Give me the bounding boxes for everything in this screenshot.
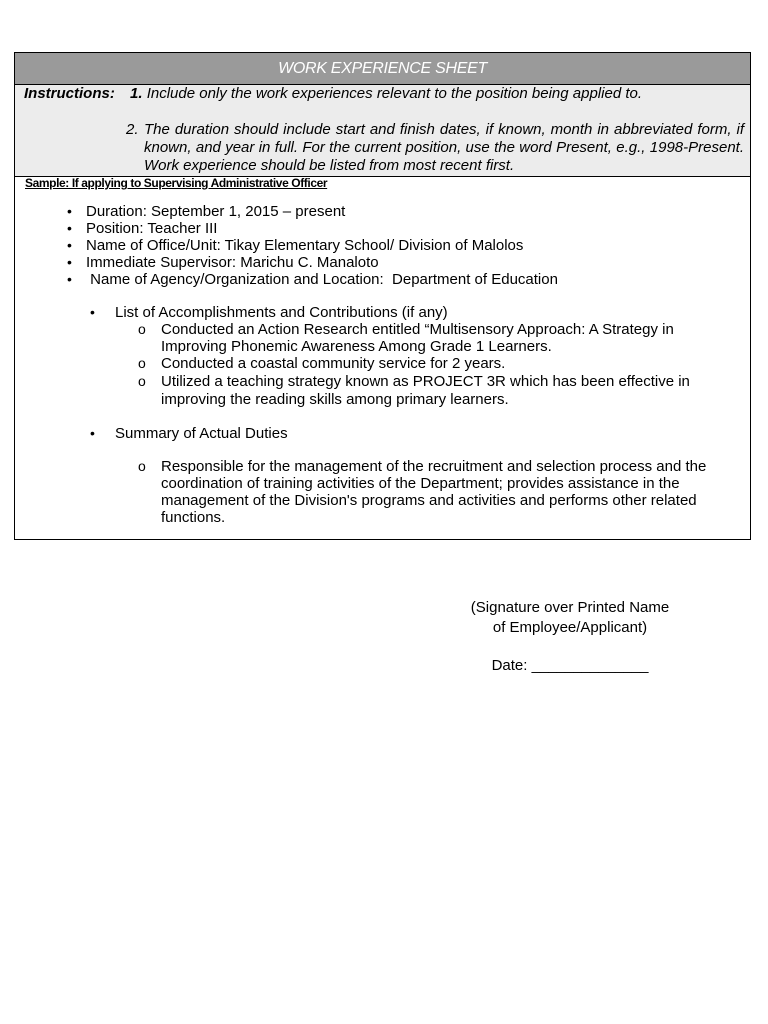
instruction-1-number: 1. — [130, 85, 143, 102]
instruction-1 — [130, 85, 745, 102]
duty-line-2: coordination of training activities of the Department; provides assistance in the — [161, 475, 680, 492]
instruction-2-text: The duration should include start and finish dates, if known, month in abbreviated form, if known, and year in full. For the current position, use the word Present, e.g., 1998-Present. Work experience should be listed from most recent first. — [144, 121, 744, 174]
bullet-icon: • — [67, 237, 72, 253]
accomplishment-3-line-2: improving the reading skills among primary learners. — [161, 391, 509, 408]
instructions-label: Instructions: — [24, 85, 115, 102]
work-experience-sheet — [14, 52, 751, 540]
bullet-icon: • — [67, 254, 72, 270]
instructions-block — [15, 85, 750, 177]
signature-line-1: (Signature over Printed Name — [470, 599, 670, 616]
accomplishments-heading: List of Accomplishments and Contributions (if any) — [115, 304, 448, 321]
date-field[interactable]: Date: ______________ — [491, 657, 649, 674]
sub-bullet-icon: o — [138, 373, 146, 389]
signature-block — [450, 598, 690, 676]
bullet-icon: • — [67, 203, 72, 219]
signature-line-2: of Employee/Applicant) — [492, 619, 648, 636]
detail-agency: Name of Agency/Organization and Location: Department of Education — [86, 271, 558, 288]
instruction-2-number: 2. — [126, 121, 139, 138]
accomplishment-3-line-1: Utilized a teaching strategy known as PROJECT 3R which has been effective in — [161, 373, 690, 390]
bullet-icon: • — [67, 271, 72, 287]
accomplishment-1-line-2: Improving Phonemic Awareness Among Grade 1 Learners. — [161, 338, 552, 355]
accomplishment-2: Conducted a coastal community service for 2 years. — [161, 355, 506, 372]
detail-office: Name of Office/Unit: Tikay Elementary School/ Division of Malolos — [86, 237, 524, 254]
duty-line-3: management of the Division's programs and activities and performs other related — [161, 492, 697, 509]
sheet-title: WORK EXPERIENCE SHEET — [15, 53, 750, 85]
instruction-1-text: Include only the work experiences relevant to the position being applied to. — [146, 85, 643, 102]
instruction-2 — [126, 121, 744, 175]
sub-bullet-icon: o — [138, 321, 146, 337]
bullet-icon: • — [90, 425, 95, 441]
duty-line-4: functions. — [161, 509, 226, 526]
detail-position: Position: Teacher III — [86, 220, 218, 237]
duties-heading: Summary of Actual Duties — [115, 425, 288, 442]
sub-bullet-icon: o — [138, 355, 146, 371]
duty-line-1: Responsible for the management of the recruitment and selection process and the — [161, 458, 707, 475]
detail-supervisor: Immediate Supervisor: Marichu C. Manaloto — [86, 254, 379, 271]
bullet-icon: • — [67, 220, 72, 236]
bullet-icon: • — [90, 304, 95, 320]
sample-label: Sample: If applying to Supervising Administrative Officer — [25, 176, 328, 190]
detail-duration: Duration: September 1, 2015 – present — [86, 203, 346, 220]
accomplishment-1-line-1: Conducted an Action Research entitled “Multisensory Approach: A Strategy in — [161, 321, 674, 338]
sub-bullet-icon: o — [138, 458, 146, 474]
